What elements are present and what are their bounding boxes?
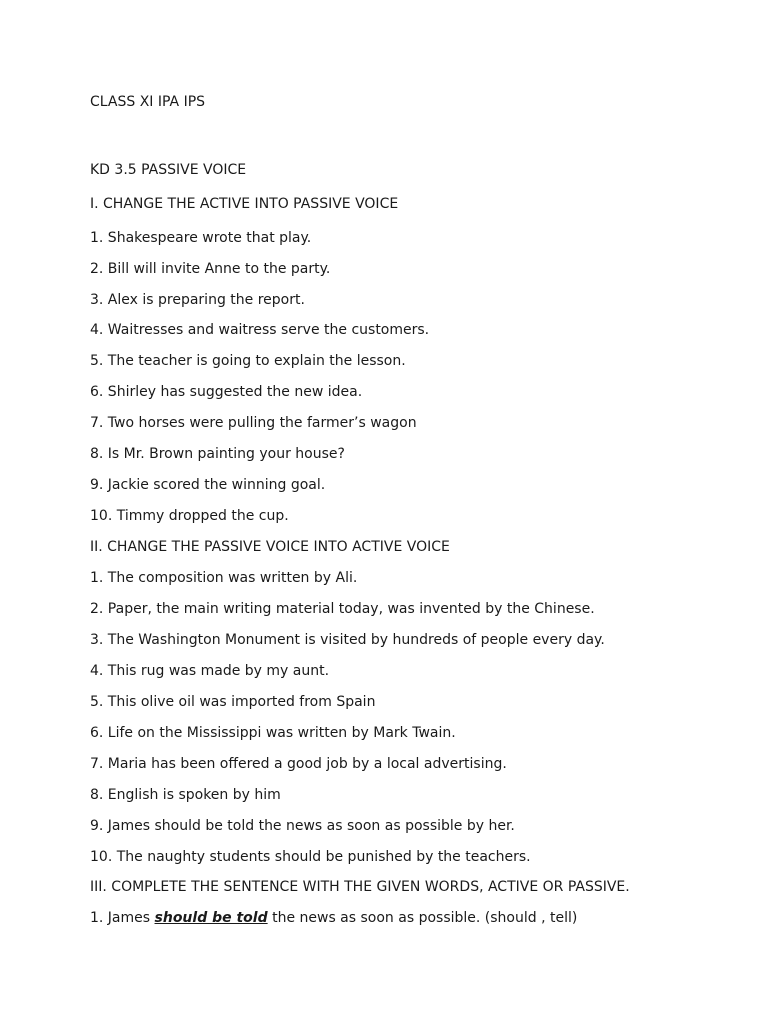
section2-item-9: 9. James should be told the news as soon as possible by her. [90, 818, 515, 834]
section1-item-5: 5. The teacher is going to explain the lesson. [90, 353, 406, 369]
section1-item-9: 9. Jackie scored the winning goal. [90, 477, 326, 493]
section1-item-1: 1. Shakespeare wrote that play. [90, 230, 312, 246]
example-answer: should be told [154, 910, 268, 926]
section1-heading: I. CHANGE THE ACTIVE INTO PASSIVE VOICE [90, 196, 399, 212]
section1-item-8: 8. Is Mr. Brown painting your house? [90, 446, 345, 462]
section1-item-4: 4. Waitresses and waitress serve the customers. [90, 322, 430, 338]
section2-item-7: 7. Maria has been offered a good job by a local advertising. [90, 756, 507, 772]
section3-example [90, 909, 577, 927]
section2-item-6: 6. Life on the Mississippi was written by Mark Twain. [90, 725, 456, 741]
section2-item-4: 4. This rug was made by my aunt. [90, 663, 330, 679]
section3-heading: III. COMPLETE THE SENTENCE WITH THE GIVEN WORDS, ACTIVE OR PASSIVE. [90, 879, 630, 895]
section1-item-7: 7. Two horses were pulling the farmer’s wagon [90, 415, 417, 431]
section2-heading: II. CHANGE THE PASSIVE VOICE INTO ACTIVE VOICE [90, 539, 450, 555]
section1-item-2: 2. Bill will invite Anne to the party. [90, 261, 331, 277]
topic-line: KD 3.5 PASSIVE VOICE [90, 162, 247, 178]
section2-item-2: 2. Paper, the main writing material today, was invented by the Chinese. [90, 601, 595, 617]
section2-item-8: 8. English is spoken by him [90, 787, 281, 803]
section1-item-10: 10. Timmy dropped the cup. [90, 508, 289, 524]
class-line: CLASS XI IPA IPS [90, 94, 206, 110]
section2-item-3: 3. The Washington Monument is visited by hundreds of people every day. [90, 632, 605, 648]
section2-item-1: 1. The composition was written by Ali. [90, 570, 358, 586]
section1-item-6: 6. Shirley has suggested the new idea. [90, 384, 363, 400]
example-suffix: the news as soon as possible. (should , tell) [267, 910, 578, 926]
example-prefix: 1. James [90, 910, 155, 926]
section2-item-5: 5. This olive oil was imported from Spain [90, 694, 376, 710]
section2-item-10: 10. The naughty students should be punished by the teachers. [90, 849, 531, 865]
section1-item-3: 3. Alex is preparing the report. [90, 292, 305, 308]
